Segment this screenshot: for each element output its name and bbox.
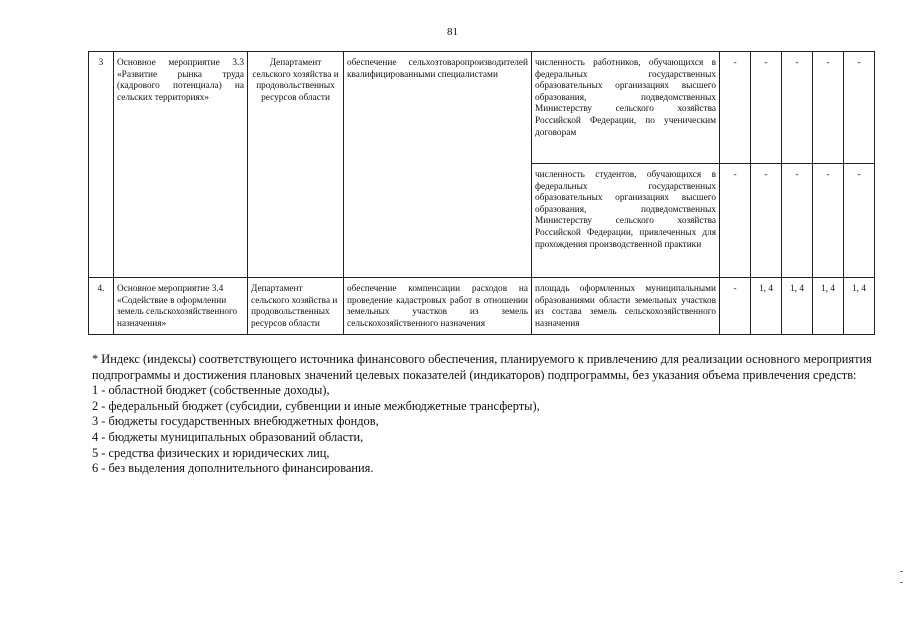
expected-result: обеспечение компенсации расходов на проведение кадастровых работ в отношении земельных участков из земель сельскохозяйственного назначения: [344, 278, 532, 335]
executor-name: Департамент сельского хозяйства и продовольственных ресурсов области: [248, 278, 344, 335]
expected-result: обеспечение сельхозтоваропроизводителей квалифицированными специалистами: [344, 52, 532, 278]
footnote-item: 5 - средства физических и юридических лиц,: [92, 445, 330, 460]
funding-index-cell: -: [782, 164, 813, 278]
scan-mark: [900, 582, 903, 583]
indicator-text: численность студентов, обучающихся в федеральных государственных образовательных организациях высшего образования, подведомственных Министерству сельского хозяйства Российской Федерации, привлеченных для прохождения производственной практики: [532, 164, 720, 278]
funding-index-cell: -: [720, 164, 751, 278]
footnote-intro: * Индекс (индексы) соответствующего источника финансового обеспечения, планируемого к привлечению для реализации основного мероприятия подпрограммы и достижения плановых значений целевых показателей (индикаторов) подпрограммы, без указания объема привлечения средств:: [92, 352, 872, 382]
funding-index-cell: -: [782, 52, 813, 164]
funding-index-cell: 1, 4: [751, 278, 782, 335]
footnote: [92, 352, 872, 477]
footnote-item: 4 - бюджеты муниципальных образований области,: [92, 429, 364, 444]
footnote-item: 3 - бюджеты государственных внебюджетных фондов,: [92, 414, 379, 429]
event-name: Основное мероприятие 3.4 «Содействие в оформлении земель сельскохозяйственного назначения»: [114, 278, 248, 335]
footnote-item: 6 - без выделения дополнительного финансирования.: [92, 461, 374, 476]
row-number: 4.: [89, 278, 114, 335]
indicator-text: численность работников, обучающихся в федеральных государственных образовательных организациях высшего образования, подведомственных Министерству сельского хозяйства Российской Федерации, по ученическим договорам: [532, 52, 720, 164]
table-row: [89, 278, 875, 335]
program-table: [88, 51, 875, 335]
footnote-item: 1 - областной бюджет (собственные доходы),: [92, 383, 330, 398]
funding-index-cell: -: [844, 164, 875, 278]
funding-index-cell: -: [720, 52, 751, 164]
event-name: Основное мероприятие 3.3 «Развитие рынка труда (кадрового потенциала) на сельских территориях»: [114, 52, 248, 278]
funding-index-cell: -: [751, 52, 782, 164]
indicator-text: площадь оформленных муниципальными образованиями области земельных участков из состава земель сельскохозяйственного назначения: [532, 278, 720, 335]
row-number: 3: [89, 52, 114, 278]
funding-index-cell: -: [813, 52, 844, 164]
funding-index-cell: 1, 4: [782, 278, 813, 335]
page-number: 81: [447, 26, 458, 38]
funding-index-cell: -: [844, 52, 875, 164]
table-row: [89, 52, 875, 164]
funding-index-cell: 1, 4: [844, 278, 875, 335]
scan-mark: [900, 571, 903, 572]
executor-name: Департамент сельского хозяйства и продовольственных ресурсов области: [248, 52, 344, 278]
funding-index-cell: -: [720, 278, 751, 335]
funding-index-cell: -: [813, 164, 844, 278]
funding-index-cell: 1, 4: [813, 278, 844, 335]
funding-index-cell: -: [751, 164, 782, 278]
footnote-item: 2 - федеральный бюджет (субсидии, субвенции и иные межбюджетные трансферты),: [92, 398, 540, 413]
